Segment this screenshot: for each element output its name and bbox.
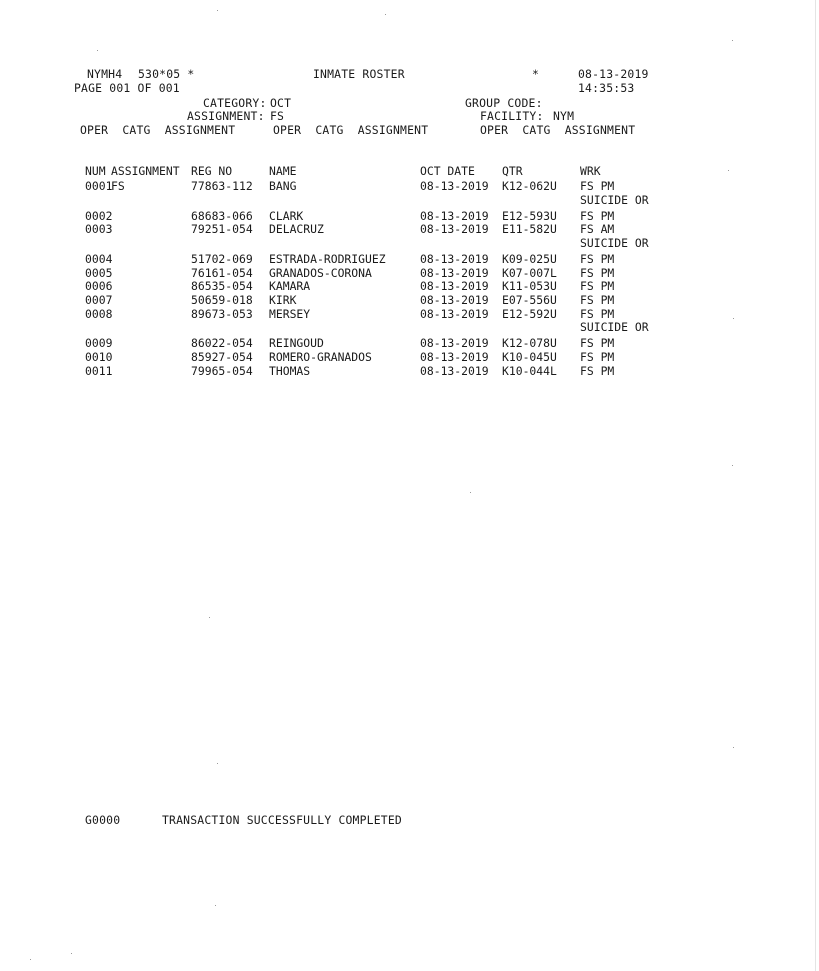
cell-num: 0001 xyxy=(85,179,113,193)
cell-wrk: FS PM xyxy=(580,350,615,364)
table-header-row xyxy=(0,165,819,178)
col-octdate-header: OCT DATE xyxy=(420,164,475,178)
criteria-header-1: OPER CATG ASSIGNMENT xyxy=(80,123,236,137)
col-regno-header: REG NO xyxy=(191,164,233,178)
report-title: INMATE ROSTER xyxy=(313,67,405,81)
facility-label: FACILITY: xyxy=(480,109,544,123)
table-row-note xyxy=(0,194,819,207)
scan-edge xyxy=(815,0,816,971)
cell-num: 0007 xyxy=(85,293,113,307)
cell-oct-date: 08-13-2019 xyxy=(420,279,489,294)
scan-speck xyxy=(732,465,733,466)
cell-note: SUICIDE OR xyxy=(580,192,649,207)
cell-oct-date: 08-13-2019 xyxy=(420,208,489,223)
cell-wrk: FS PM xyxy=(580,363,615,378)
cell-oct-date: 08-13-2019 xyxy=(420,222,489,237)
scan-speck xyxy=(470,492,471,493)
cell-qtr: E12-593U xyxy=(502,208,557,223)
cell-name: MERSEY xyxy=(269,306,311,321)
cell-reg-no: 77863-112 xyxy=(191,179,253,193)
table-row xyxy=(0,253,819,266)
page-indicator: PAGE 001 OF 001 xyxy=(74,81,180,95)
cell-qtr: K09-025U xyxy=(502,252,557,267)
cell-reg-no: 85927-054 xyxy=(191,350,253,364)
cell-num: 0005 xyxy=(85,265,113,280)
scan-speck xyxy=(733,318,734,319)
table-row xyxy=(0,280,819,293)
cell-name: DELACRUZ xyxy=(269,222,324,237)
group-code-label: GROUP CODE: xyxy=(465,96,543,110)
table-row-note xyxy=(0,237,819,250)
table-row xyxy=(0,180,819,193)
col-qtr-header: QTR xyxy=(502,164,523,178)
cell-num: 0003 xyxy=(85,222,113,237)
cell-qtr: E07-556U xyxy=(502,293,557,307)
table-row xyxy=(0,308,819,321)
cell-oct-date: 08-13-2019 xyxy=(420,306,489,321)
cell-oct-date: 08-13-2019 xyxy=(420,252,489,267)
cell-num: 0008 xyxy=(85,306,113,321)
cell-reg-no: 51702-069 xyxy=(191,252,253,267)
cell-reg-no: 79965-054 xyxy=(191,363,253,378)
cell-oct-date: 08-13-2019 xyxy=(420,350,489,364)
scan-speck xyxy=(71,953,72,954)
status-message: TRANSACTION SUCCESSFULLY COMPLETED xyxy=(162,813,402,827)
cell-num: 0006 xyxy=(85,279,113,294)
cell-wrk: FS PM xyxy=(580,179,615,193)
cell-name: THOMAS xyxy=(269,363,311,378)
table-row xyxy=(0,223,819,236)
cell-reg-no: 68683-066 xyxy=(191,208,253,223)
table-row xyxy=(0,365,819,378)
cell-name: ESTRADA-RODRIGUEZ xyxy=(269,252,386,267)
category-label: CATEGORY: xyxy=(203,96,267,110)
scan-speck xyxy=(217,763,218,764)
cell-qtr: K11-053U xyxy=(502,279,557,294)
col-wrk-header: WRK xyxy=(580,164,601,178)
cell-num: 0011 xyxy=(85,363,113,378)
cell-name: ROMERO-GRANADOS xyxy=(269,350,372,364)
terminal-id: 530*05 * xyxy=(138,67,195,81)
scan-speck xyxy=(732,40,733,41)
cell-assignment: FS xyxy=(111,179,125,193)
cell-qtr: K10-045U xyxy=(502,350,557,364)
cell-num: 0010 xyxy=(85,350,113,364)
facility-value: NYM xyxy=(553,109,575,123)
system-id: NYMH4 xyxy=(87,67,123,81)
cell-num: 0004 xyxy=(85,252,113,267)
assignment-value: FS xyxy=(270,109,285,123)
table-row xyxy=(0,351,819,364)
header-star: * xyxy=(532,67,540,81)
cell-name: KAMARA xyxy=(269,279,311,294)
cell-qtr: K10-044L xyxy=(502,363,557,378)
cell-qtr: K07-007L xyxy=(502,265,557,280)
category-value: OCT xyxy=(270,96,292,110)
cell-wrk: FS PM xyxy=(580,293,615,307)
table-row xyxy=(0,267,819,280)
status-code: G0000 xyxy=(85,813,121,827)
table-row-note xyxy=(0,321,819,334)
cell-reg-no: 89673-053 xyxy=(191,306,253,321)
cell-reg-no: 79251-054 xyxy=(191,222,253,237)
col-assignment-header: ASSIGNMENT xyxy=(111,164,180,178)
scan-speck xyxy=(97,50,98,51)
scan-speck xyxy=(217,10,218,11)
cell-reg-no: 50659-018 xyxy=(191,293,253,307)
cell-note: SUICIDE OR xyxy=(580,236,649,250)
cell-num: 0002 xyxy=(85,208,113,223)
cell-name: CLARK xyxy=(269,208,304,223)
criteria-header-2: OPER CATG ASSIGNMENT xyxy=(273,123,429,137)
cell-wrk: FS PM xyxy=(580,336,615,351)
cell-name: GRANADOS-CORONA xyxy=(269,265,372,280)
cell-wrk: FS AM xyxy=(580,222,615,237)
cell-wrk: FS PM xyxy=(580,252,615,267)
cell-wrk: FS PM xyxy=(580,265,615,280)
scan-speck xyxy=(385,14,386,15)
table-row xyxy=(0,294,819,307)
scan-speck xyxy=(30,959,31,960)
cell-oct-date: 08-13-2019 xyxy=(420,293,489,307)
criteria-header-3: OPER CATG ASSIGNMENT xyxy=(480,123,636,137)
table-row xyxy=(0,337,819,350)
cell-oct-date: 08-13-2019 xyxy=(420,363,489,378)
cell-name: BANG xyxy=(269,179,297,193)
scan-speck xyxy=(215,905,216,906)
col-name-header: NAME xyxy=(269,164,297,178)
cell-oct-date: 08-13-2019 xyxy=(420,265,489,280)
scan-speck xyxy=(728,170,729,171)
cell-wrk: FS PM xyxy=(580,279,615,294)
table-row xyxy=(0,210,819,223)
cell-reg-no: 86535-054 xyxy=(191,279,253,294)
cell-wrk: FS PM xyxy=(580,306,615,321)
cell-qtr: K12-078U xyxy=(502,336,557,351)
cell-num: 0009 xyxy=(85,336,113,351)
cell-note: SUICIDE OR xyxy=(580,320,649,335)
col-num-header: NUM xyxy=(85,164,106,178)
scan-speck xyxy=(209,617,210,618)
assignment-label: ASSIGNMENT: xyxy=(187,109,265,123)
report-date: 08-13-2019 xyxy=(578,67,649,81)
cell-oct-date: 08-13-2019 xyxy=(420,179,489,193)
cell-name: KIRK xyxy=(269,293,297,307)
scan-speck xyxy=(733,747,734,748)
cell-qtr: E11-582U xyxy=(502,222,557,237)
report-time: 14:35:53 xyxy=(578,81,635,95)
cell-name: REINGOUD xyxy=(269,336,324,351)
cell-wrk: FS PM xyxy=(580,208,615,223)
cell-qtr: K12-062U xyxy=(502,179,557,193)
cell-qtr: E12-592U xyxy=(502,306,557,321)
cell-reg-no: 76161-054 xyxy=(191,265,253,280)
cell-oct-date: 08-13-2019 xyxy=(420,336,489,351)
cell-reg-no: 86022-054 xyxy=(191,336,253,351)
